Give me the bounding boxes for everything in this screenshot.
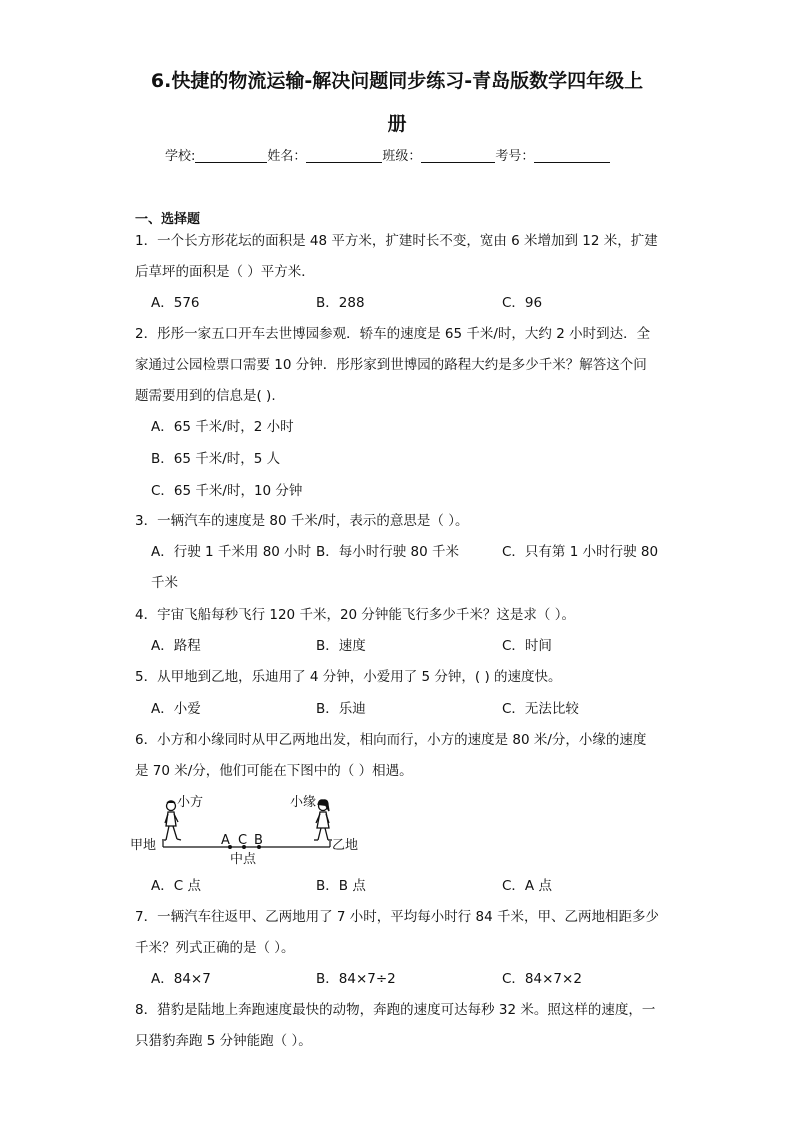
person-xiaoyuan-icon <box>314 800 332 840</box>
name-blank[interactable] <box>306 148 382 163</box>
question-1-text-cont: 后草坪的面积是（ ）平方米． <box>135 264 315 280</box>
question-5-option-c[interactable]: C．无法比较 <box>502 701 579 717</box>
question-7-option-c[interactable]: C．84×7×2 <box>502 971 582 987</box>
question-4-option-b[interactable]: B．速度 <box>316 638 366 654</box>
question-5-option-a[interactable]: A．小爱 <box>151 701 201 717</box>
label-xiaofang: 小方 <box>177 795 204 810</box>
question-3-option-a[interactable]: A．行驶 1 千米用 80 小时 <box>151 544 312 560</box>
question-2-text: 2．彤彤一家五口开车去世博园参观．轿车的速度是 65 千米/时，大约 2 小时到达．全 <box>135 326 651 342</box>
question-2-text-cont: 家通过公园检票口需要 10 分钟．彤彤家到世博园的路程大约是多少千米？解答这个问 <box>135 357 647 373</box>
class-label: 班级： <box>382 149 422 164</box>
question-6-option-b[interactable]: B．B 点 <box>316 878 366 894</box>
question-6-option-c[interactable]: C．A 点 <box>502 878 552 894</box>
question-3-option-c[interactable]: C．只有第 1 小时行驶 80 <box>502 544 659 560</box>
question-2-option-b[interactable]: B．65 千米/时，5 人 <box>151 451 281 467</box>
label-point-c: C <box>238 833 248 848</box>
question-8-text-cont: 只猎豹奔跑 5 分钟能跑（ ）。 <box>135 1033 312 1049</box>
label-point-b: B <box>254 833 263 848</box>
class-blank[interactable] <box>421 148 495 163</box>
question-4-option-c[interactable]: C．时间 <box>502 638 552 654</box>
question-1-option-b[interactable]: B．288 <box>316 295 365 311</box>
school-blank[interactable] <box>195 148 267 163</box>
question-1-option-a[interactable]: A．576 <box>151 295 200 311</box>
question-2-text-cont2: 题需要用到的信息是( ). <box>135 388 276 404</box>
question-7-option-a[interactable]: A．84×7 <box>151 971 211 987</box>
question-1-option-c[interactable]: C．96 <box>502 295 543 311</box>
question-1-text: 1．一个长方形花坛的面积是 48 平方米，扩建时长不变，宽由 6 米增加到 12 米，扩建 <box>135 233 658 249</box>
question-3-option-c-cont: 千米 <box>151 575 178 591</box>
question-6-text: 6．小方和小缘同时从甲乙两地出发，相向而行，小方的速度是 80 米/分，小缘的速度 <box>135 732 647 748</box>
question-7-text-cont: 千米？列式正确的是（ ）。 <box>135 940 295 956</box>
student-info-row <box>165 145 610 164</box>
meeting-diagram <box>130 792 370 868</box>
label-jiadi: 甲地 <box>130 838 157 853</box>
question-2-option-c[interactable]: C．65 千米/时，10 分钟 <box>151 483 303 499</box>
question-6-option-a[interactable]: A．C 点 <box>151 878 201 894</box>
question-7-text: 7．一辆汽车往返甲、乙两地用了 7 小时，平均每小时行 84 千米，甲、乙两地相距多少 <box>135 909 660 925</box>
label-yidi: 乙地 <box>332 838 359 853</box>
question-6-text-cont: 是 70 米/分，他们可能在下图中的（ ）相遇。 <box>135 763 413 779</box>
number-label: 考号： <box>495 149 535 164</box>
page-title-continued: 册 <box>387 113 407 135</box>
label-point-a: A <box>221 833 230 848</box>
question-5-text: 5．从甲地到乙地，乐迪用了 4 分钟，小爱用了 5 分钟，( ) 的速度快。 <box>135 669 562 685</box>
question-4-text: 4．宇宙飞船每秒飞行 120 千米，20 分钟能飞行多少千米？这是求（ ）。 <box>135 607 575 623</box>
question-7-option-b[interactable]: B．84×7÷2 <box>316 971 396 987</box>
page-title: 6.快捷的物流运输-解决问题同步练习-青岛版数学四年级上 <box>150 70 644 92</box>
question-8-text: 8．猎豹是陆地上奔跑速度最快的动物，奔跑的速度可达每秒 32 米。照这样的速度，一 <box>135 1002 656 1018</box>
section-heading: 一、选择题 <box>135 212 201 227</box>
name-label: 姓名： <box>267 149 307 164</box>
label-midpoint: 中点 <box>230 852 257 867</box>
question-3-text: 3．一辆汽车的速度是 80 千米/时，表示的意思是（ ）。 <box>135 513 469 529</box>
question-3-option-b[interactable]: B．每小时行驶 80 千米 <box>316 544 460 560</box>
school-label: 学校: <box>165 149 196 164</box>
label-xiaoyuan: 小缘 <box>290 795 317 810</box>
question-4-option-a[interactable]: A．路程 <box>151 638 201 654</box>
question-2-option-a[interactable]: A．65 千米/时，2 小时 <box>151 419 294 435</box>
number-blank[interactable] <box>534 148 610 163</box>
question-5-option-b[interactable]: B．乐迪 <box>316 701 366 717</box>
